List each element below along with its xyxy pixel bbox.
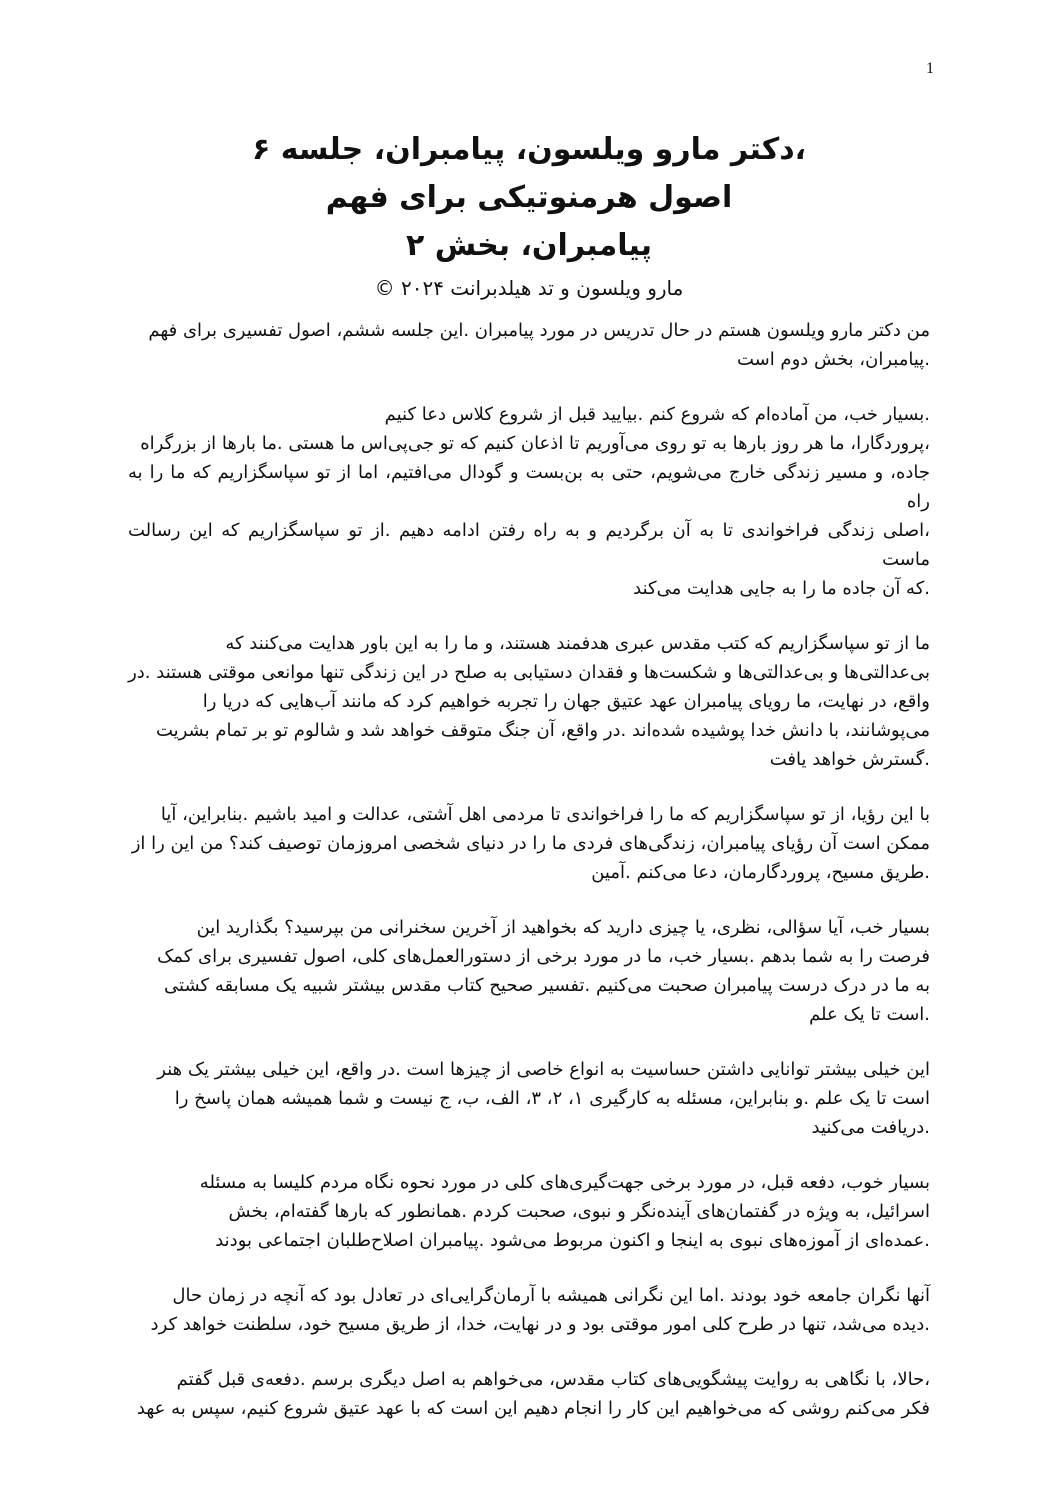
paragraph-line: بسیار خب، آیا سؤالی، نظری، یا چیزی دارید که بخواهید از آخرین سخنرانی من بپرسید؟ بگذارید این bbox=[196, 917, 930, 938]
page-number: 1 bbox=[926, 60, 934, 77]
paragraph-line: ،پروردگارا، ما هر روز بارها به تو روی می‌آوریم تا اذعان کنیم که تو جی‌پی‌اس ما هستی .ما بارها از بزرگراه bbox=[140, 433, 930, 454]
paragraph-line: به ما در درک درست پیامبران صحبت می‌کنیم .تفسیر صحیح کتاب مقدس بیشتر شبیه یک مسابقه کشتی bbox=[164, 975, 930, 996]
body-text bbox=[128, 316, 930, 1449]
paragraph bbox=[128, 1365, 930, 1423]
paragraph-line: بی‌عدالتی‌ها و بی‌عدالتی‌ها و شکست‌ها و فقدان دستیابی به صلح در این زندگی تنها موانعی موقتی هستند .در bbox=[128, 662, 930, 683]
paragraph-line: .عمده‌ای از آموزه‌های نبوی به اینجا و اکنون مربوط می‌شود .پیامبران اصلاح‌طلبان اجتماعی بودند bbox=[215, 1230, 930, 1251]
paragraph-line: .پیامبران، بخش دوم است bbox=[736, 349, 930, 370]
paragraph-line: با این رؤیا، از تو سپاسگزاریم که ما را فراخواندی تا مردمی اهل آشتی، عدالت و امید باشیم .بنابراین، آیا bbox=[160, 804, 930, 825]
paragraph bbox=[128, 1055, 930, 1142]
paragraph bbox=[128, 1281, 930, 1339]
title-line: اصول هرمنوتیکی برای فهم bbox=[325, 180, 733, 215]
paragraph-line: جاده، و مسیر زندگی خارج می‌شویم، حتی به بن‌بست و گودال می‌افتیم، اما از تو سپاسگزاریم که ما را به راه bbox=[128, 462, 930, 512]
paragraph-line: است تا یک علم .و بنابراین، مسئله به کارگیری ۱، ۲، ۳، الف، ب، ج نیست و شما همیشه همان پاسخ را bbox=[174, 1088, 930, 1109]
paragraph-line: ،حالا، با نگاهی به روایت پیشگویی‌های کتاب مقدس، می‌خواهم به اصل دیگری برسم .دفعه‌ی قبل گفتم bbox=[176, 1369, 930, 1390]
paragraph-line: ممکن است آن رؤیای پیامبران، زندگی‌های فردی ما را در دنیای شخصی امروزمان توصیف کند؟ من این را از bbox=[131, 833, 930, 854]
paragraph-line: .دریافت می‌کنید bbox=[811, 1117, 930, 1138]
paragraph-line: .است تا یک علم bbox=[809, 1004, 930, 1025]
paragraph bbox=[128, 316, 930, 374]
paragraph-line: .گسترش خواهد یافت bbox=[769, 749, 930, 770]
copyright-line: مارو ویلسون و تد هیلدبرانت ۲۰۲۴ © bbox=[374, 276, 684, 300]
paragraph-line: .بسیار خب، من آماده‌ام که شروع کنم .بیایید قبل از شروع کلاس دعا کنیم bbox=[384, 404, 930, 425]
paragraph-line: من دکتر مارو ویلسون هستم در حال تدریس در مورد پیامبران .این جلسه ششم، اصول تفسیری برای فهم bbox=[148, 320, 930, 341]
paragraph-line: فرصت را به شما بدهم .بسیار خب، ما در مورد برخی از دستورالعمل‌های کلی، اصول تفسیری برای کمک bbox=[157, 946, 930, 967]
paragraph-line: اسرائیل، به ویژه در گفتمان‌های آینده‌نگر و نبوی، صحبت کردم .همانطور که بارها گفته‌ام، بخش bbox=[228, 1201, 930, 1222]
paragraph-line: .که آن جاده ما را به جایی هدایت می‌کند bbox=[633, 578, 930, 599]
paragraph-line: آنها نگران جامعه خود بودند .اما این نگرانی همیشه با آرمان‌گرایی‌ای در تعادل بود که آنچه در زمان حال bbox=[172, 1285, 930, 1306]
paragraph-line: .دیده می‌شد، تنها در طرح کلی امور موقتی بود و در نهایت، خدا، از طریق مسیح خود، سلطنت خواهد کرد bbox=[150, 1314, 930, 1335]
paragraph-line: می‌پوشانند، با دانش خدا پوشیده شده‌اند .در واقع، آن جنگ متوقف خواهد شد و شالوم تو بر تمام بشریت bbox=[155, 720, 930, 741]
paragraph bbox=[128, 800, 930, 887]
paragraph-line: .طریق مسیح، پروردگارمان، دعا می‌کنم .آمین bbox=[591, 862, 930, 883]
paragraph bbox=[128, 913, 930, 1029]
title-line: پیامبران، بخش ۲ bbox=[405, 228, 653, 263]
paragraph bbox=[128, 400, 930, 603]
paragraph-line: فکر می‌کنم روشی که می‌خواهیم این کار را انجام دهیم این است که با عهد عتیق شروع کنیم، سپس به عهد bbox=[136, 1398, 930, 1419]
paragraph-line: ،اصلی زندگی فراخواندی تا به آن برگردیم و به راه رفتن ادامه دهیم .از تو سپاسگزاریم که این رسالت ماست bbox=[128, 520, 930, 570]
paragraph-line: بسیار خوب، دفعه قبل، در مورد برخی جهت‌گیری‌های کلی در مورد نحوه نگاه مردم کلیسا به مسئله bbox=[199, 1172, 930, 1193]
paragraph bbox=[128, 1168, 930, 1255]
title-line: ،دکتر مارو ویلسون، پیامبران، جلسه ۶ bbox=[251, 132, 807, 167]
paragraph-line: ما از تو سپاسگزاریم که کتب مقدس عبری هدفمند هستند، و ما را به این باور هدایت می‌کنند که bbox=[225, 633, 930, 654]
title-block bbox=[130, 126, 928, 304]
paragraph bbox=[128, 629, 930, 774]
paragraph-line: این خیلی بیشتر توانایی داشتن حساسیت به انواع خاصی از چیزها است .در واقع، این خیلی بیشتر یک هنر bbox=[157, 1059, 930, 1080]
paragraph-line: واقع، در نهایت، ما رویای پیامبران عهد عتیق جهان را تجربه خواهیم کرد که مانند آب‌هایی که دریا را bbox=[202, 691, 930, 712]
